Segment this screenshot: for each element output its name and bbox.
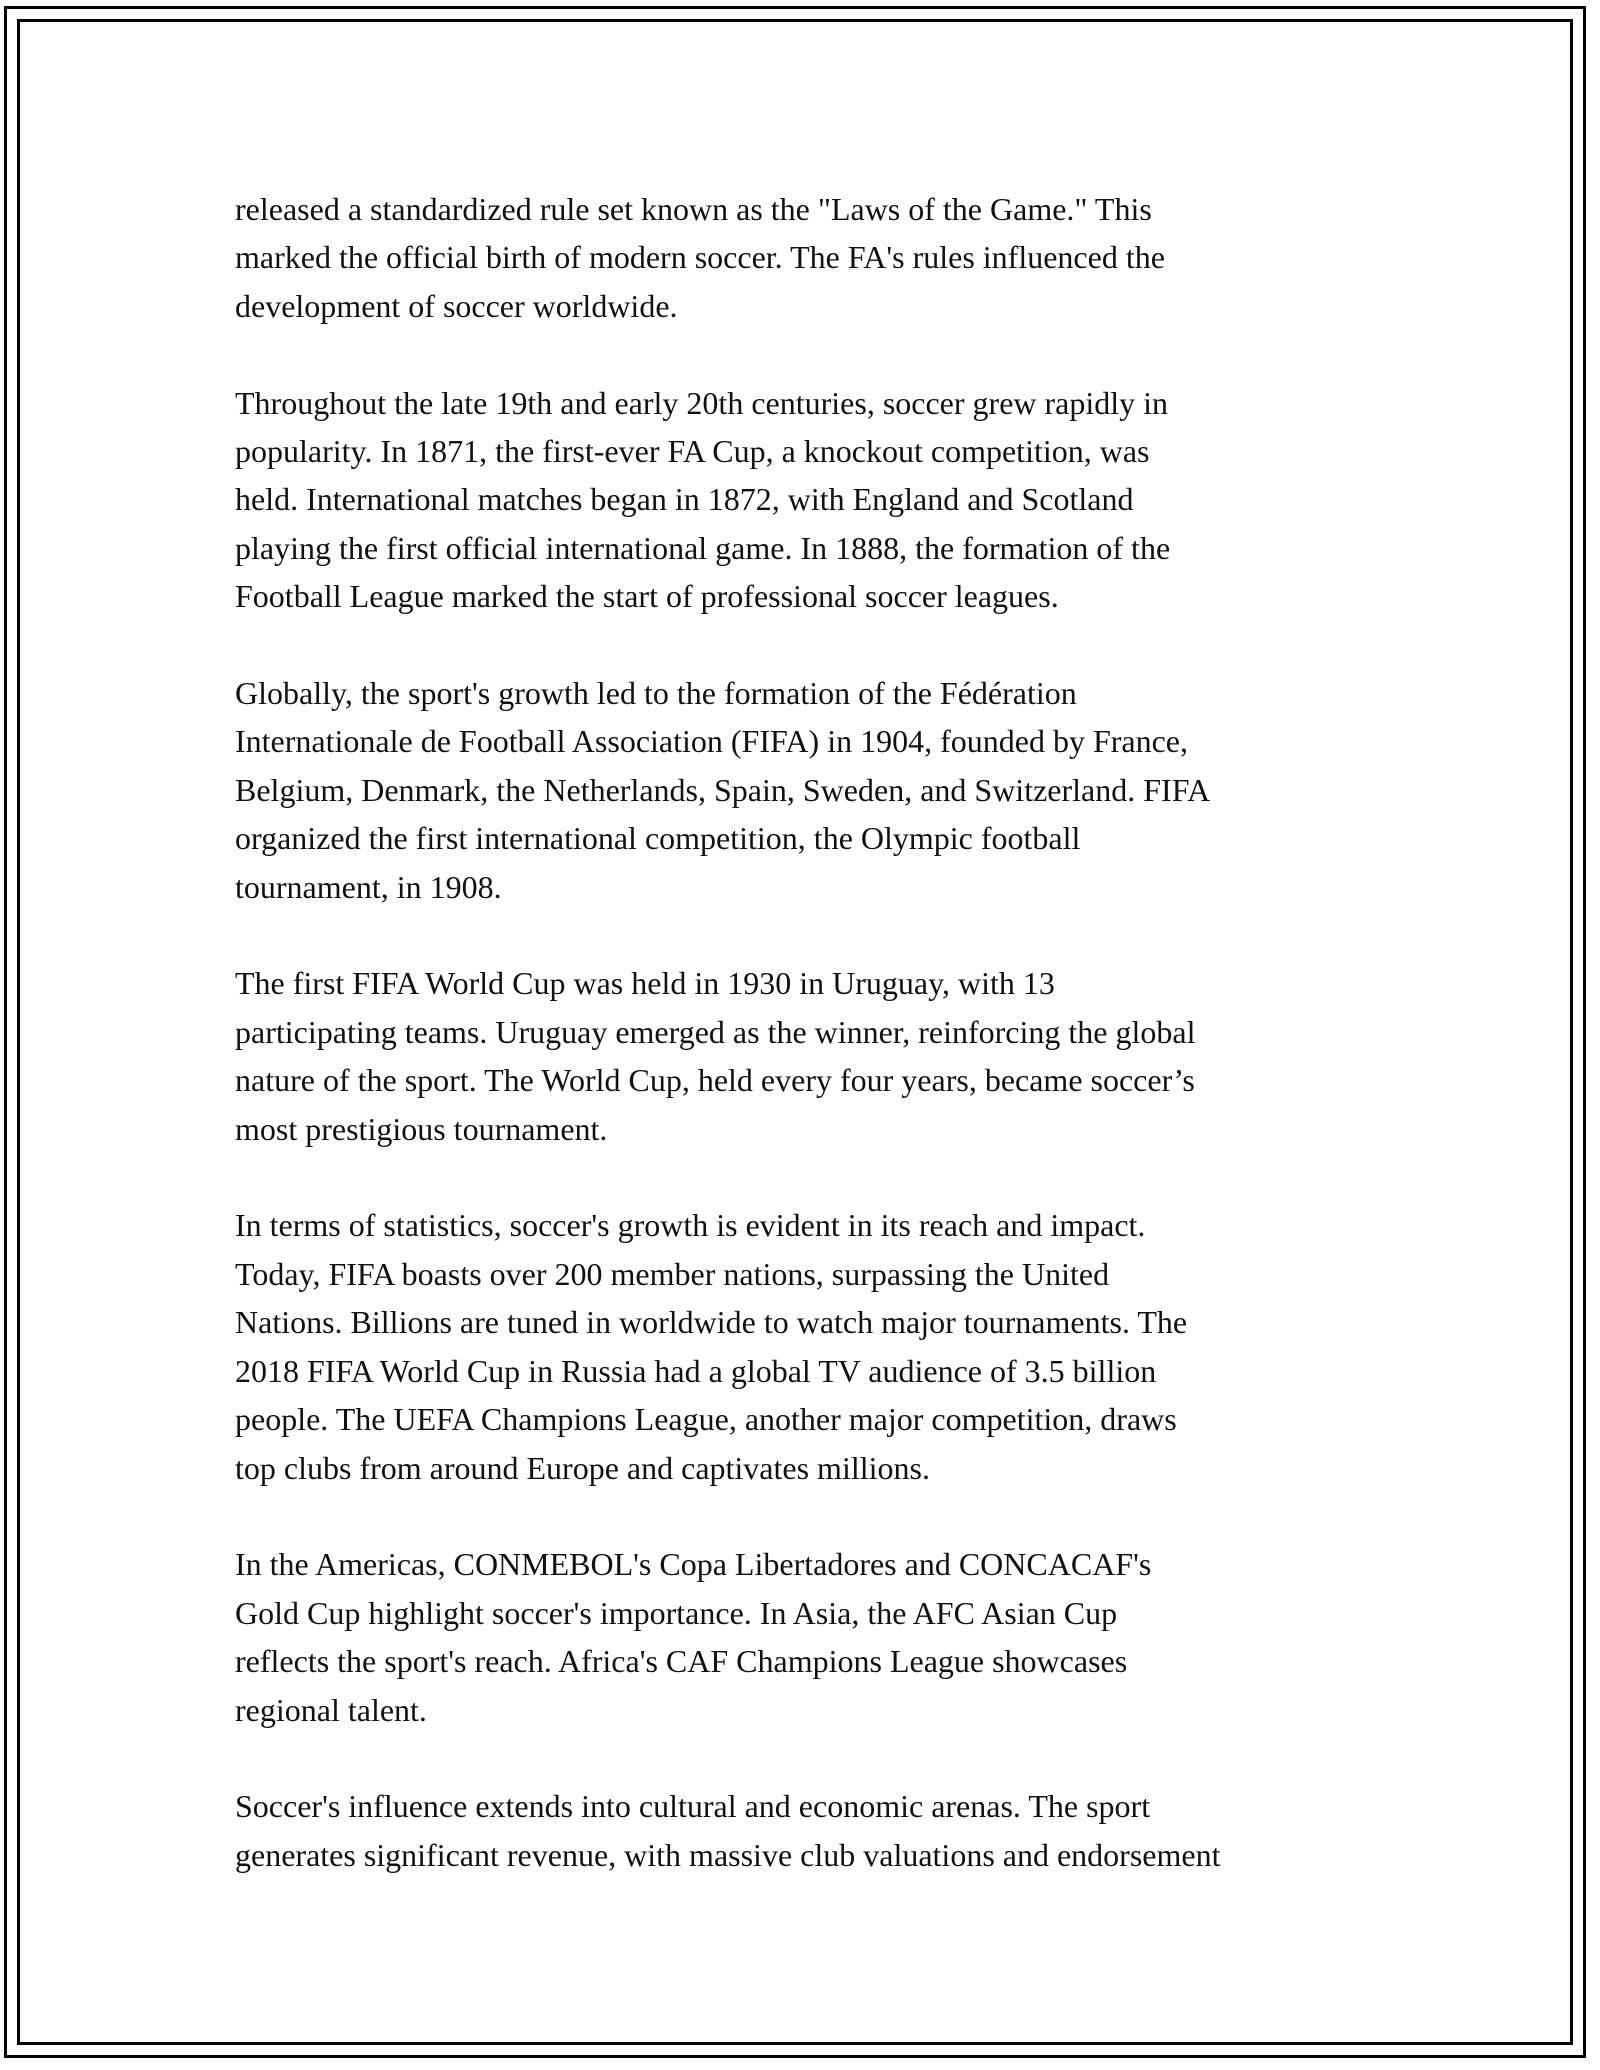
text-line: participating teams. Uruguay emerged as the winner, reinforcing the global — [235, 1013, 1196, 1050]
paragraph-5 — [235, 1201, 1395, 1491]
text-line: Globally, the sport's growth led to the formation of the Fédération — [235, 675, 1077, 712]
paragraph-6 — [235, 1540, 1395, 1734]
text-line: Internationale de Football Association (FIFA) in 1904, founded by France, — [235, 723, 1188, 760]
text-line: top clubs from around Europe and captivates millions. — [235, 1449, 930, 1486]
text-line: Nations. Billions are tuned in worldwide to watch major tournaments. The — [235, 1304, 1188, 1341]
text-line: Today, FIFA boasts over 200 member nations, surpassing the United — [235, 1255, 1110, 1292]
text-line: Soccer's influence extends into cultural and economic arenas. The sport — [235, 1788, 1151, 1825]
text-line: Belgium, Denmark, the Netherlands, Spain, Sweden, and Switzerland. FIFA — [235, 771, 1211, 808]
paragraph-3 — [235, 669, 1395, 911]
text-line: Football League marked the start of professional soccer leagues. — [235, 578, 1059, 615]
paragraph-7 — [235, 1782, 1395, 1879]
text-line: organized the first international competition, the Olympic football — [235, 820, 1081, 857]
document-body — [235, 185, 1395, 1928]
text-line: In the Americas, CONMEBOL's Copa Libertadores and CONCACAF's — [235, 1546, 1152, 1583]
text-line: reflects the sport's reach. Africa's CAF Champions League showcases — [235, 1643, 1128, 1680]
paragraph-2 — [235, 379, 1395, 621]
text-line: marked the official birth of modern soccer. The FA's rules influenced the — [235, 239, 1165, 276]
text-line: tournament, in 1908. — [235, 868, 502, 905]
paragraph-4 — [235, 959, 1395, 1153]
text-line: development of soccer worldwide. — [235, 287, 678, 324]
text-line: Throughout the late 19th and early 20th centuries, soccer grew rapidly in — [235, 384, 1169, 421]
text-line: nature of the sport. The World Cup, held every four years, became soccer’s — [235, 1062, 1195, 1099]
text-line: popularity. In 1871, the first-ever FA Cup, a knockout competition, was — [235, 433, 1150, 470]
text-line: The first FIFA World Cup was held in 1930 in Uruguay, with 13 — [235, 965, 1055, 1002]
text-line: people. The UEFA Champions League, another major competition, draws — [235, 1401, 1177, 1438]
text-line: In terms of statistics, soccer's growth is evident in its reach and impact. — [235, 1207, 1146, 1244]
text-line: generates significant revenue, with massive club valuations and endorsement — [235, 1836, 1221, 1873]
text-line: released a standardized rule set known as the "Laws of the Game." This — [235, 191, 1152, 227]
text-line: most prestigious tournament. — [235, 1110, 608, 1147]
text-line: regional talent. — [235, 1691, 427, 1728]
text-line: 2018 FIFA World Cup in Russia had a global TV audience of 3.5 billion — [235, 1352, 1157, 1389]
paragraph-1 — [235, 185, 1395, 330]
text-line: held. International matches began in 1872, with England and Scotland — [235, 481, 1134, 518]
text-line: Gold Cup highlight soccer's importance. In Asia, the AFC Asian Cup — [235, 1594, 1118, 1631]
text-line: playing the first official international game. In 1888, the formation of the — [235, 529, 1171, 566]
